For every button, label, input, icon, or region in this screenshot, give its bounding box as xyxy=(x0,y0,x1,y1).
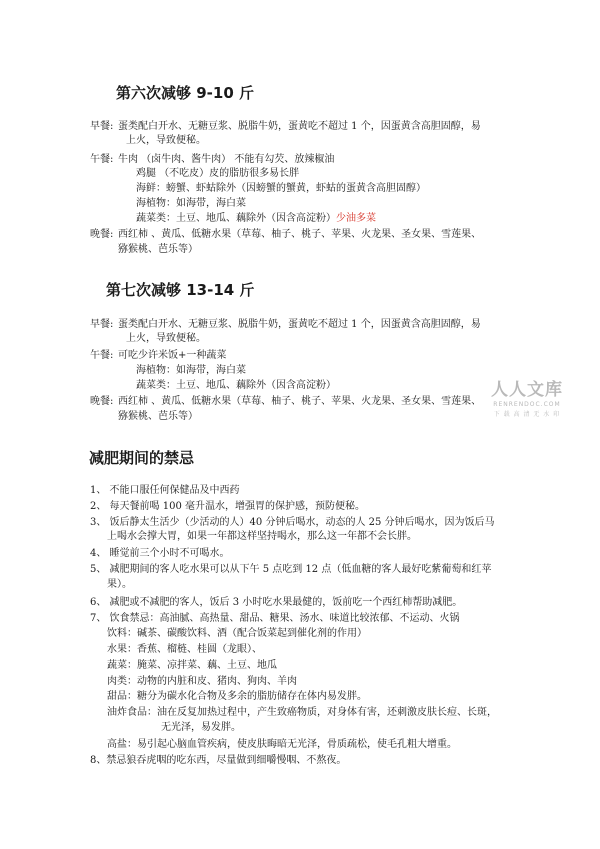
taboo-item-3-line-1: 3、 饭后静太生活少（少活动的人）40 分钟后喝水，动态的人 25 分钟后喝水，因为饭后马 xyxy=(90,517,495,528)
s6-lunch-line-5-text: 蔬菜类：土豆、地瓜、藕除外（因含高淀粉） xyxy=(136,213,336,224)
taboo-item-5-line-2: 果）。 xyxy=(107,579,132,590)
s7-breakfast-line-2: 上火，导致便秘。 xyxy=(126,333,206,344)
taboos-title: 减肥期间的禁忌 xyxy=(89,449,195,467)
taboo-sweets: 甜品：糖分为碳水化合物及多余的脂肪储存在体内易发胖。 xyxy=(107,691,367,702)
s6-lunch-label: 午餐: xyxy=(90,154,114,165)
taboo-item-7: 7、 饮食禁忌：高油腻、高热量、甜品、糖果、汤水、味道比较浓郁、不运动、火锅 xyxy=(90,613,460,624)
s6-breakfast-label: 早餐: xyxy=(90,121,114,132)
taboo-meat: 肉类：动物的内脏和皮、猪肉、狗肉、羊肉 xyxy=(107,676,297,687)
s7-breakfast-line-1: 蛋类配白开水、无糖豆浆、脱脂牛奶，蛋黄吃不超过 1 个，因蛋黄含高胆固醇，易 xyxy=(118,319,481,330)
s7-dinner-line-2: 猕猴桃、芭乐等） xyxy=(118,411,198,422)
taboo-item-4: 4、 睡觉前三个小时不可喝水。 xyxy=(90,548,230,559)
s7-dinner-label: 晚餐: xyxy=(90,396,114,407)
s6-lunch-line-1: 牛肉 （卤牛肉、酱牛肉） 不能有勾芡、放辣椒油 xyxy=(118,154,335,165)
taboo-item-8: 8、禁忌狼吞虎咽的吃东西，尽量做到细嚼慢咽、不熬夜。 xyxy=(90,755,347,766)
s7-dinner-line-1: 西红柿 、黄瓜、低糖水果（草莓、柚子、桃子、苹果、火龙果、圣女果、雪莲果、 xyxy=(118,396,482,407)
section-6-title: 第六次减够 9-10 斤 xyxy=(116,84,254,102)
taboo-item-6: 6、 减肥或不减肥的客人，饭后 3 小时吃水果最健的，饭前吃一个西红柿帮助减肥。 xyxy=(90,597,463,608)
taboo-item-2: 2、 每天餐前喝 100 毫升温水，增强胃的保护感，预防便秘。 xyxy=(90,501,365,512)
watermark-subtitle: 下 载 高 清 无 水 印 xyxy=(493,411,561,418)
watermark-url: RENRENDOC.COM xyxy=(493,401,561,408)
taboo-fried-line-2: 无光泽，易发胖。 xyxy=(161,722,241,733)
taboo-salt: 高盐：易引起心脑血管疾病，使皮肤晦暗无光泽，骨质疏松，使毛孔粗大增重。 xyxy=(107,739,457,750)
taboo-item-1: 1、 不能口服任何保健品及中西药 xyxy=(90,485,240,496)
s7-lunch-label: 午餐: xyxy=(90,350,114,361)
taboo-item-5-line-1: 5、 减肥期间的客人吃水果可以从下午 5 点吃到 12 点（低血糖的客人最好吃紫葡萄和红苹 xyxy=(90,564,492,575)
s6-lunch-line-4: 海植物：如海带，海白菜 xyxy=(136,198,246,209)
s6-dinner-label: 晚餐: xyxy=(90,229,114,240)
watermark xyxy=(482,375,572,418)
taboo-fruit: 水果：香蕉、榴梿、桂圆（龙眼）、 xyxy=(107,644,262,655)
s6-lunch-highlight: 少油多菜 xyxy=(336,213,376,224)
taboo-fried-line-1: 油炸食品：油在反复加热过程中，产生致癌物质，对身体有害，还刺激皮肤长痘、长斑， xyxy=(107,707,497,718)
s6-lunch-line-5 xyxy=(136,212,376,226)
s6-dinner-line-1: 西红柿 、黄瓜、低糖水果（草莓、柚子、桃子、苹果、火龙果、圣女果、雪莲果、 xyxy=(118,229,482,240)
s7-lunch-line-3: 蔬菜类：土豆、地瓜、藕除外（因含高淀粉） xyxy=(136,380,336,391)
s6-dinner-line-2: 猕猴桃、芭乐等） xyxy=(118,244,198,255)
watermark-brand: 人人文库 xyxy=(491,380,563,400)
s6-lunch-line-3: 海鲜：螃蟹、虾蛄除外（因螃蟹的蟹黄，虾蛄的蛋黄含高胆固醇） xyxy=(136,183,426,194)
taboo-vegetables: 蔬菜：腌菜、凉拌菜、藕、土豆、地瓜 xyxy=(107,660,277,671)
section-7-title: 第七次减够 13-14 斤 xyxy=(106,281,255,299)
s7-lunch-line-1: 可吃少许米饭+一种蔬菜 xyxy=(118,350,227,361)
s7-lunch-line-2: 海植物：如海带，海白菜 xyxy=(136,365,246,376)
s6-breakfast-line-2: 上火，导致便秘。 xyxy=(126,135,206,146)
s7-breakfast-label: 早餐: xyxy=(90,319,114,330)
taboo-item-3-line-2: 上喝水会撑大胃，如果一年都这样坚持喝水，那么这一年都不会长胖。 xyxy=(107,531,417,542)
s6-breakfast-line-1: 蛋类配白开水、无糖豆浆、脱脂牛奶，蛋黄吃不超过 1 个，因蛋黄含高胆固醇，易 xyxy=(118,121,481,132)
s6-lunch-line-2: 鸡腿 （不吃皮）皮的脂肪很多易长胖 xyxy=(136,168,300,179)
taboo-drinks: 饮料：碱茶、碳酸饮料、酒（配合饭菜起到催化剂的作用） xyxy=(107,628,367,639)
